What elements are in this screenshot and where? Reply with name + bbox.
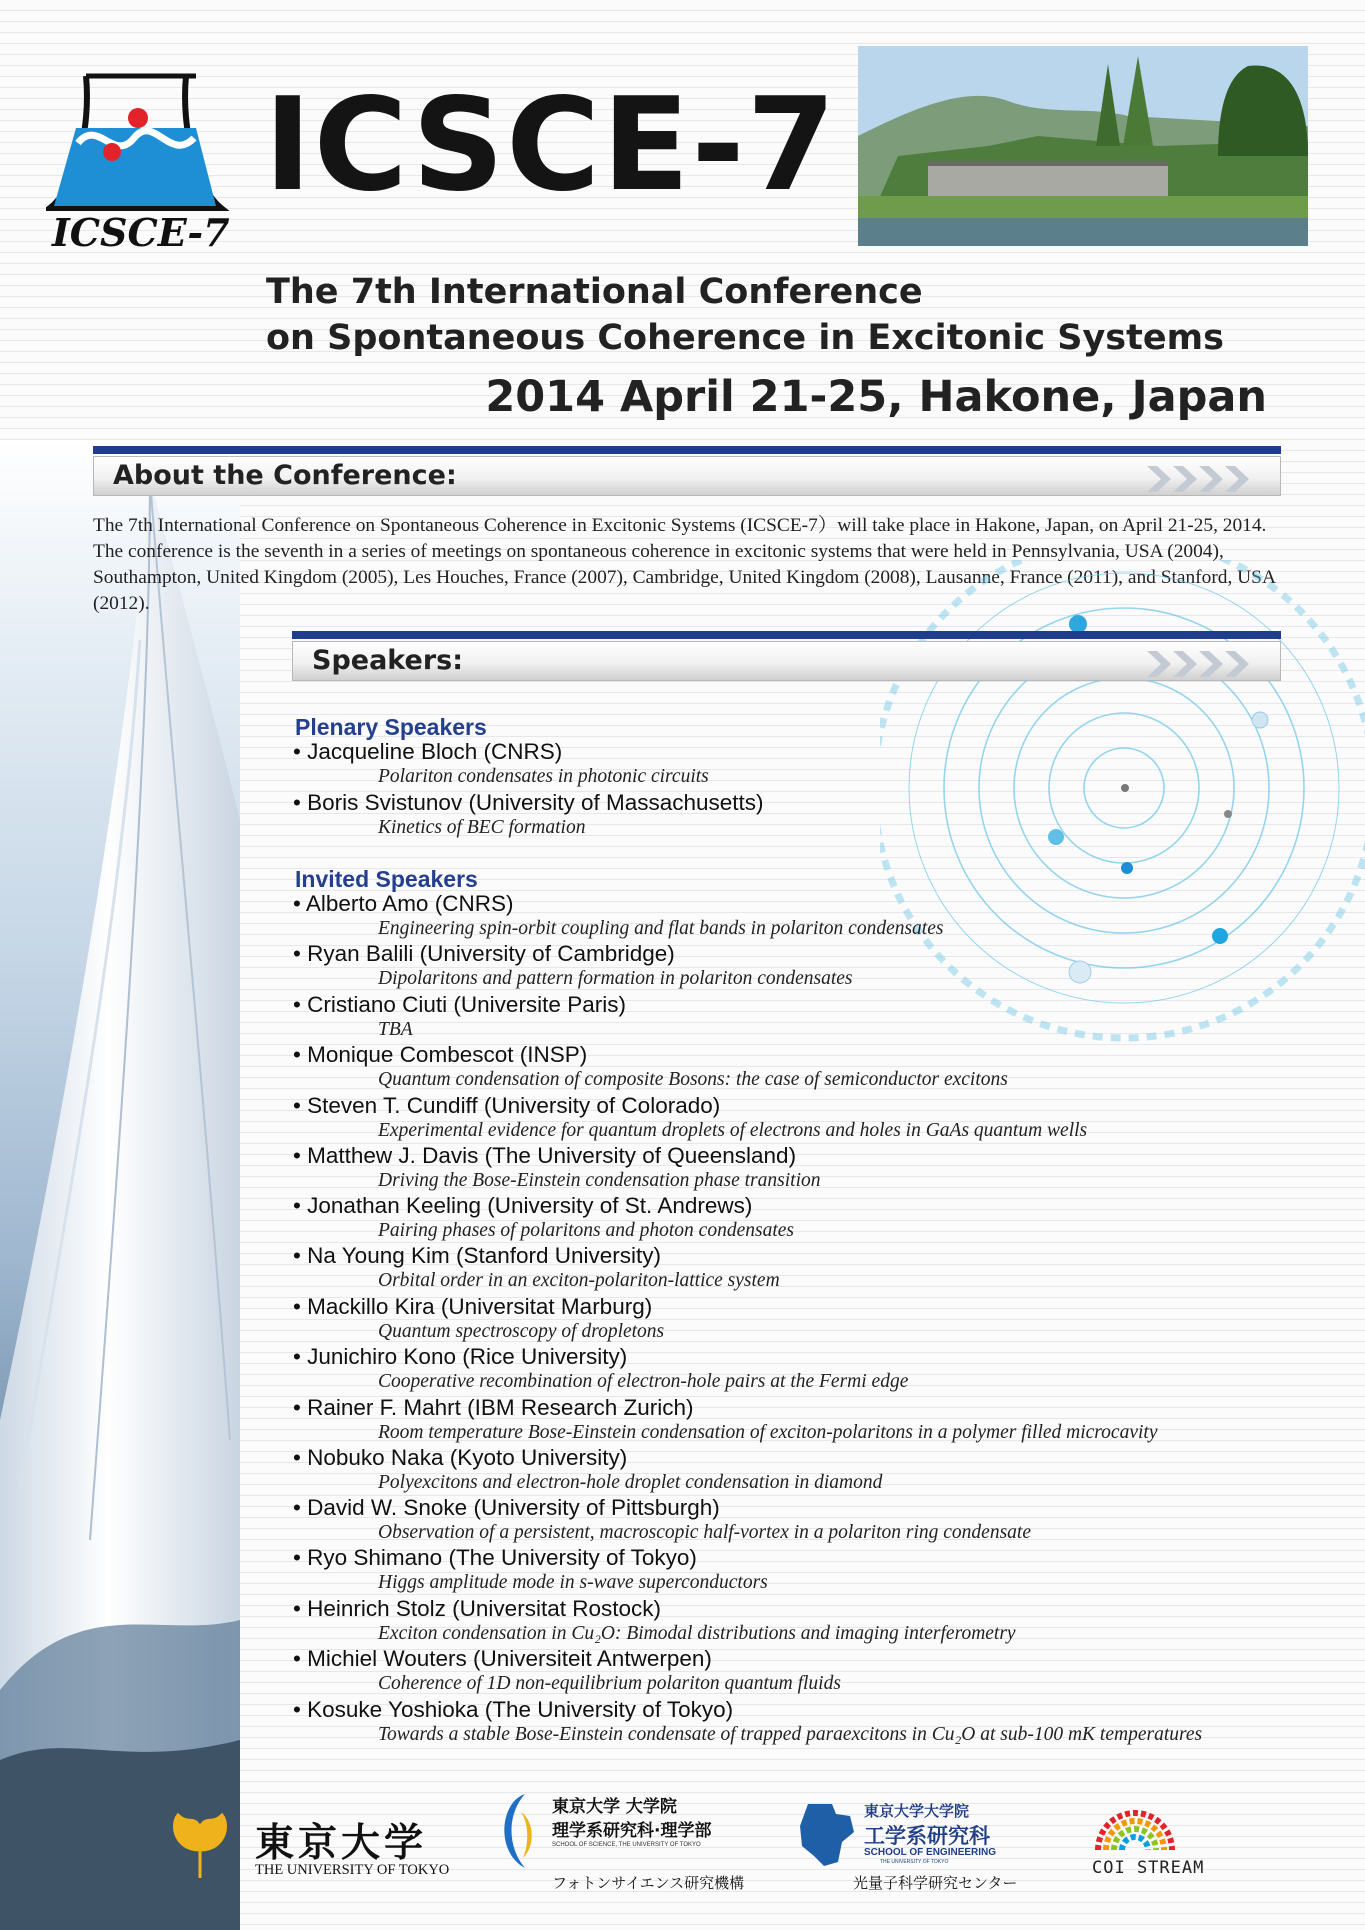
science-institute: フォトンサイエンス研究機構 [552,1874,745,1892]
school-of-engineering-emblem-icon [798,1802,856,1868]
speaker-entry [293,1344,908,1394]
speaker-name: • Rainer F. Mahrt (IBM Research Zurich) [293,1395,694,1420]
talk-title: Engineering spin-orbit coupling and flat bands in polariton condensates [378,918,944,939]
speaker-entry [293,1193,794,1243]
talk-title: Pairing phases of polaritons and photon condensates [378,1220,794,1241]
chevrons-icon [1147,649,1267,679]
science-line-1: 東京大学 大学院 [552,1797,677,1817]
speaker-name: • Matthew J. Davis (The University of Queensland) [293,1143,797,1168]
talk-title: TBA [378,1019,413,1040]
talk-title: Driving the Bose-Einstein condensation phase transition [378,1170,821,1191]
date-location: 2014 April 21-25, Hakone, Japan [485,372,1267,422]
speaker-entry [293,1495,1031,1545]
talk-title: Polariton condensates in photonic circuits [378,766,709,787]
speaker-name: • Alberto Amo (CNRS) [293,891,514,916]
speaker-entry [293,1445,882,1495]
engineering-line-4: THE UNIVERSITY OF TOKYO [880,1859,949,1865]
talk-title: Exciton condensation in Cu₂O: Bimodal distributions and imaging interferometry [378,1623,1016,1644]
page-title: ICSCE-7 [264,71,838,220]
speakers-section-header [292,631,1281,683]
speaker-entry [293,1646,841,1696]
mountain-illustration [0,440,240,1930]
plenary-speakers-heading: Plenary Speakers [295,714,487,740]
coi-stream-label: COI STREAM [1092,1858,1205,1878]
talk-title: Towards a stable Bose-Einstein condensate of trapped paraexcitons in Cu₂O at sub-100 mK temperatures [378,1724,1203,1745]
ginkgo-leaf-icon [170,1810,230,1880]
speaker-entry [293,1243,780,1293]
speaker-name: • Kosuke Yoshioka (The University of Tokyo) [293,1697,734,1722]
talk-title: Kinetics of BEC formation [378,817,586,838]
talk-title: Dipolaritons and pattern formation in polariton condensates [378,968,853,989]
about-heading: About the Conference: [113,460,457,491]
speaker-name: • Heinrich Stolz (Universitat Rostock) [293,1596,661,1621]
speaker-name: • Cristiano Ciuti (Universite Paris) [293,992,626,1017]
speaker-name: • Jacqueline Bloch (CNRS) [293,739,563,764]
sponsor-logos [160,1772,1260,1912]
speaker-name: • Na Young Kim (Stanford University) [293,1243,662,1268]
section-rule [292,631,1281,639]
speaker-entry [293,1294,664,1344]
utokyo-name-jp: 東京大学 [255,1821,428,1866]
engineering-line-1: 東京大学大学院 [864,1802,970,1820]
speaker-name: • Mackillo Kira (Universitat Marburg) [293,1294,653,1319]
speaker-entry [293,1697,1202,1747]
speaker-entry [293,790,764,840]
speaker-entry [293,1042,1008,1092]
utokyo-name-en: THE UNIVERSITY OF TOKYO [255,1862,450,1878]
speaker-name: • David W. Snoke (University of Pittsburgh) [293,1495,720,1520]
speaker-entry [293,1143,821,1193]
speaker-name: • Michiel Wouters (Universiteit Antwerpen) [293,1646,712,1671]
talk-title: Cooperative recombination of electron-hole pairs at the Fermi edge [378,1371,909,1392]
speaker-entry [293,1596,1016,1646]
talk-title: Quantum condensation of composite Bosons: the case of semiconductor excitons [378,1069,1008,1090]
speaker-entry [293,1395,1157,1445]
speaker-name: • Boris Svistunov (University of Massachusetts) [293,790,764,815]
logo-wordmark: ICSCE-7 [52,210,230,255]
speaker-name: • Nobuko Naka (Kyoto University) [293,1445,628,1470]
engineering-line-3: SCHOOL OF ENGINEERING [864,1847,997,1858]
venue-photo [858,46,1308,246]
speaker-entry [293,1545,768,1595]
invited-speakers-heading: Invited Speakers [295,866,478,892]
speaker-entry [293,941,853,991]
subtitle-line-2: on Spontaneous Coherence in Excitonic Systems [266,318,1224,358]
talk-title: Quantum spectroscopy of dropletons [378,1321,665,1342]
talk-title: Orbital order in an exciton-polariton-lattice system [378,1270,780,1291]
engineering-center: 光量子科学研究センター [853,1874,1018,1892]
talk-title: Higgs amplitude mode in s-wave superconductors [378,1572,768,1593]
engineering-line-2: 工学系研究科 [864,1824,990,1848]
talk-title: Coherence of 1D non-equilibrium polariton quantum fluids [378,1673,841,1694]
speaker-entry [293,891,943,941]
science-line-2: 理学系研究科·理学部 [552,1821,712,1841]
talk-title: Observation of a persistent, macroscopic half-vortex in a polariton ring condensate [378,1522,1031,1543]
speaker-name: • Ryo Shimano (The University of Tokyo) [293,1545,697,1570]
speaker-entry [293,992,626,1042]
coi-stream-rainbow-icon [1092,1790,1178,1854]
speaker-name: • Monique Combescot (INSP) [293,1042,588,1067]
about-paragraph: The 7th International Conference on Spontaneous Coherence in Excitonic Systems (ICSCE-7）will take place in Hakone, Japan, on April 21-25, 2014. The conference is the seventh in a series of meetings on spontaneous coherence in excitonic systems that were held in Pennsylvania, USA (2004), Southampton, United Kingdom (2005), Les Houches, France (2007), Cambridge, United Kingdom (2008), Lausanne, France (2011), and Stanford, USA (2012). [93,515,1275,614]
section-rule [93,446,1281,454]
talk-title: Experimental evidence for quantum droplets of electrons and holes in GaAs quantum wells [378,1120,1088,1141]
subtitle-line-1: The 7th International Conference [266,272,923,312]
talk-title: Room temperature Bose-Einstein condensation of exciton-polaritons in a polymer filled microcavity [378,1422,1158,1443]
school-of-science-emblem-icon [495,1792,539,1870]
talk-title: Polyexcitons and electron-hole droplet condensation in diamond [378,1472,883,1493]
speaker-name: • Jonathan Keeling (University of St. Andrews) [293,1193,753,1218]
speaker-name: • Junichiro Kono (Rice University) [293,1344,628,1369]
chevrons-icon [1147,464,1267,494]
speaker-name: • Steven T. Cundiff (University of Colorado) [293,1093,721,1118]
science-line-3: SCHOOL OF SCIENCE, THE UNIVERSITY OF TOKYO [552,1842,701,1848]
speaker-entry [293,1093,1087,1143]
speaker-entry [293,739,709,789]
about-section-header [93,446,1281,498]
speakers-heading: Speakers: [312,645,464,676]
speaker-name: • Ryan Balili (University of Cambridge) [293,941,675,966]
